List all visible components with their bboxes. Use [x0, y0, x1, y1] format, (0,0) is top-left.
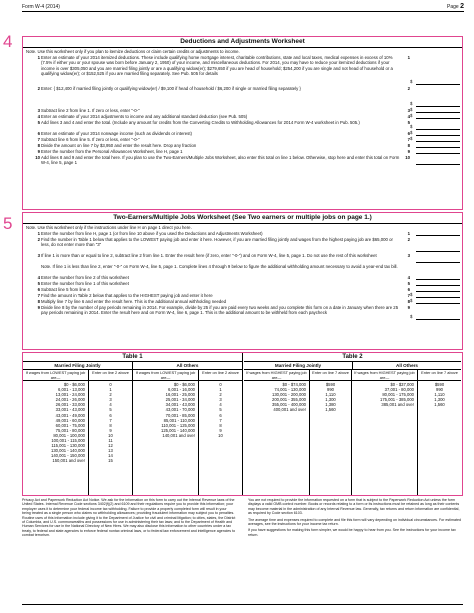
line-number: 3 [37, 253, 40, 259]
amount-field[interactable] [410, 106, 460, 113]
line-ref: 5 [407, 120, 410, 126]
table-2 [244, 353, 461, 495]
two-rows-line-2 [23, 237, 462, 253]
amount-field[interactable] [416, 281, 460, 286]
two-rows-line-note [23, 264, 462, 275]
dollar-sign: $ [410, 112, 413, 118]
table-1-title: Table 1 [23, 353, 242, 362]
privacy-act-notice: Privacy Act and Paperwork Reduction Act Notice. We ask for the information on this form to carry out the Internal Revenue laws of the United States. Internal Revenue Code sections 3402(f)(2) and 6109 and their regulations require you to provide this information; your employer uses it to determine your federal income tax withholding. Failure to provide a properly completed form will result in your being treated as a single person who claims no withholding allowances; providing fraudulent information may subject you to penalties. Routine uses of this information include giving it to the Department of Justice for civil and criminal litigation; to cities, states, the District of Columbia, and U.S. commonwealths and possessions for use in administering their tax laws; and to the Department of Health and Human Services for use in the National Directory of New Hires. We may also disclose this information to other countries under a tax treaty, to federal and state agencies to enforce federal nontax criminal laws, or to federal law enforcement and intelligence agencies to combat terrorism. [22, 498, 236, 537]
t2-mfj-enter-header: Enter on line 7 above [310, 370, 351, 381]
line-number: 10 [35, 155, 40, 161]
line-number: 5 [37, 120, 40, 126]
t1-mfj-wage-header: If wages from LOWEST paying job are— [23, 370, 88, 381]
t1-mfj-values: 0 1 2 3 4 5 6 7 8 9 10 11 12 13 14 15 [108, 382, 113, 464]
line-text: Add lines 8 and 9 and enter the total here. If you plan to use the Two-Earners/Multiple Jobs Worksheet, also enter this total on line 1 below. Otherwise, stop here and enter this total on Form W-4, line 5, page 1 [41, 155, 400, 166]
line-number: 8 [37, 299, 40, 305]
line-text: Enter an estimate of your 2014 itemized deductions. These include qualifying home mortgage interest, charitable contributions, state and local taxes, medical expenses in excess of 10% (7.5% if either you or your spouse was born before January 2, 1950) of your income, and miscellaneous deductions. For 2014, you may have to reduce your itemized deductions if your income is over $305,050 and you are married filing jointly or are a qualifying widow(er); $279,650 if you are head of household; $254,200 if you are single and not head of household or a qualifying widow(er); or $152,525 if you are married filing separately. See Pub. 505 for details [41, 55, 393, 76]
line-number: 6 [37, 287, 40, 293]
line-number: 6 [37, 131, 40, 137]
line-ref: 8 [407, 143, 410, 149]
two-earners-title: Two-Earners/Multiple Jobs Worksheet (See Two earners or multiple jobs on page 1.) [23, 213, 462, 224]
form-header [22, 3, 464, 12]
deductions-title: Deductions and Adjustments Worksheet [23, 37, 462, 48]
t2-mfj-wages: $0 - $74,000 74,001 - 130,000 130,001 - 200,000 200,001 - 355,000 355,001 - 400,000 400,001 and over [272, 382, 306, 413]
amount-field[interactable] [416, 275, 460, 280]
section-number-5: 5 [3, 214, 13, 233]
dollar-sign: $ [410, 106, 413, 112]
line-ref: 1 [407, 231, 410, 237]
amount-field[interactable] [410, 100, 460, 107]
line-number: 7 [37, 137, 40, 143]
line-number: 2 [37, 237, 40, 243]
line-text: Subtract line 2 from line 1. If zero or less, enter "-0-" [41, 108, 140, 114]
paperwork-para-2: The average time and expenses required to complete and file this form will vary depending on individual circumstances. For estimated averages, see the instructions for your income tax return. [248, 517, 461, 526]
line-number: 9 [37, 149, 40, 155]
amount-field[interactable] [416, 247, 460, 252]
dollar-sign: $ [410, 100, 413, 106]
line-ref: 10 [405, 155, 410, 161]
line-ref: 7 [407, 137, 410, 143]
line-ref: 2 [407, 237, 410, 243]
two-earners-note: Note. Use this worksheet only if the instructions under line H on page 1 direct you here. [26, 224, 192, 230]
line-ref: 6 [407, 131, 410, 137]
amount-field[interactable] [410, 78, 460, 85]
two-rows-line-9 [23, 305, 462, 321]
amount-field[interactable] [416, 143, 460, 148]
line-text: Enter an estimate of your 2014 nonwage income (such as dividends or interest) [41, 131, 192, 137]
line-text: Enter the number from line 2 of this worksheet [41, 275, 129, 281]
table-2-mfj-title: Married Filing Jointly [244, 362, 353, 369]
line-number: 5 [37, 281, 40, 287]
line-ref: 7 [407, 293, 410, 299]
dollar-sign: $ [410, 123, 413, 129]
line-text: Enter: { $12,400 if married filing jointly or qualifying widow(er) / $9,100 if head of household / $6,200 if single or married filing separately } [41, 86, 301, 92]
bottom-rule [22, 604, 463, 605]
line-number: 4 [37, 114, 40, 120]
t1-oth-values: 0 1 2 3 4 5 6 7 8 9 10 [218, 382, 223, 438]
t2-oth-wages: $0 - $37,000 37,001 - 80,000 80,001 - 175,000 175,001 - 385,000 385,001 and over [380, 382, 414, 408]
line-ref: 9 [407, 149, 410, 155]
line-number: 1 [37, 231, 40, 237]
t1-oth-wage-header: If wages from LOWEST paying job are— [133, 370, 198, 381]
deductions-worksheet [22, 36, 463, 210]
line-text: Note. If line 1 is less than line 2, enter "-0-" on Form W-4, line 5, page 1. Complete lines 4 through 9 below to figure the additional withholding amount necessary to avoid a year-end tax bill. [41, 264, 398, 270]
line-ref: 2 [407, 86, 410, 92]
ded-rows-line-10 [23, 155, 462, 166]
line-text: If line 1 is more than or equal to line 2, subtract line 2 from line 1. Enter the result here (if zero, enter "-0-") and on Form W-4, line 5, page 1. Do not use the rest of this worksheet [41, 253, 377, 259]
line-text: Find the amount in Table 2 below that applies to the HIGHEST paying job and enter it here [41, 293, 213, 299]
dollar-sign: $ [410, 129, 413, 135]
t1-mfj-wages: $0 - $6,000 6,001 - 13,000 13,001 - 24,000 24,001 - 26,000 26,001 - 33,000 33,001 - 43,000 43,001 - 49,000 49,001 - 60,000 60,001 - 75,000 75,001 - 80,000 80,001 - 100,000 100,001 - 115,000 115,001 - 130,000 130,001 - 140,000 140,001 - 150,000 150,001 and over [51, 382, 85, 464]
table-1-others-title: All Others [176, 363, 199, 368]
line-text: Enter the number from the Personal Allowances Worksheet, line H, page 1 [41, 149, 183, 155]
t2-mfj-values: $590 990 1,110 1,300 1,380 1,560 [325, 382, 336, 413]
line-number: 2 [37, 86, 40, 92]
line-number: 3 [37, 108, 40, 114]
amount-field[interactable] [410, 129, 460, 136]
line-number: 9 [37, 305, 40, 311]
amount-field[interactable] [416, 160, 460, 165]
line-ref: 6 [407, 287, 410, 293]
line-ref: 4 [407, 114, 410, 120]
dollar-sign: $ [410, 78, 413, 84]
t2-mfj-wage-header: If wages from HIGHEST paying job are— [244, 370, 309, 381]
amount-field[interactable] [416, 149, 460, 154]
two-earners-worksheet [22, 212, 463, 350]
two-rows-line-3 [23, 253, 462, 264]
table-2-title: Table 2 [244, 353, 461, 362]
amount-field[interactable] [416, 231, 460, 236]
dollar-sign: $ [410, 313, 413, 319]
amount-field[interactable] [410, 291, 460, 298]
amount-field[interactable] [410, 112, 460, 119]
dollar-sign: $ [410, 297, 413, 303]
form-id: Form W-4 (2014) [22, 4, 60, 10]
dollar-sign: $ [410, 291, 413, 297]
line-ref: 8 [407, 299, 410, 305]
page-number: Page 2 [447, 3, 464, 10]
ded-rows-line-2 [23, 86, 462, 108]
paperwork-para-3: If you have suggestions for making this form simpler, we would be happy to hear from you. See the instructions for your income tax return. [248, 528, 456, 537]
table-1 [23, 353, 243, 495]
t1-mfj-enter-header: Enter on line 2 above [89, 370, 132, 381]
t2-oth-enter-header: Enter on line 7 above [418, 370, 461, 381]
line-ref: 3 [407, 253, 410, 259]
paperwork-para-1: You are not required to provide the information requested on a form that is subject to the Paperwork Reduction Act unless the form displays a valid OMB control number. Books or records relating to a form or its instructions must be retained as long as their contents may become material in the administration of any Internal Revenue law. Generally, tax returns and return information are confidential, as required by Code section 6103. [248, 498, 460, 516]
line-text: Enter the number from line H, page 1 (or from line 10 above if you used the Deductions and Adjustments Worksheet) [41, 231, 263, 237]
line-text: Find the number in Table 1 below that applies to the LOWEST paying job and enter it here. However, if you are married filing jointly and wages from the highest paying job are $65,000 or less, do not enter more than "3" [41, 237, 393, 248]
amount-field[interactable] [410, 135, 460, 142]
line-text: Multiply line 7 by line 6 and enter the result here. This is the additional annual withholding needed [41, 299, 227, 305]
deductions-note: Note. Use this worksheet only if you plan to itemize deductions or claim certain credits or adjustments to income. [26, 48, 240, 54]
line-text: Enter the number from line 1 of this worksheet [41, 281, 129, 287]
line-number: 7 [37, 293, 40, 299]
t1-oth-enter-header: Enter on line 2 above [199, 370, 242, 381]
amount-field[interactable] [410, 313, 460, 320]
line-ref: 3 [407, 108, 410, 114]
dollar-sign: $ [410, 135, 413, 141]
line-ref: 9 [407, 305, 410, 311]
amount-field[interactable] [410, 123, 460, 130]
section-number-4: 4 [3, 32, 13, 51]
line-number: 8 [37, 143, 40, 149]
amount-field[interactable] [416, 287, 460, 292]
line-text: Subtract line 5 from line 4 [41, 287, 90, 293]
line-text: Divide the amount on line 7 by $3,950 and enter the result here. Drop any fraction [41, 143, 197, 149]
line-ref: 4 [407, 275, 410, 281]
table-2-others-title: All Others [396, 363, 418, 368]
t2-oth-wage-header: If wages from HIGHEST paying job are— [352, 370, 417, 381]
line-text: Enter an estimate of your 2014 adjustments to income and any additional standard deduction (see Pub. 505) [41, 114, 248, 120]
line-number: 4 [37, 275, 40, 281]
ded-rows-line-1 [23, 55, 462, 86]
amount-field[interactable] [410, 297, 460, 304]
line-number: 1 [37, 55, 40, 61]
amount-field[interactable] [416, 258, 460, 263]
t1-oth-wages: $0 - $6,000 6,001 - 16,000 16,001 - 25,000 25,001 - 34,000 34,001 - 43,000 43,001 - 70,000 70,001 - 85,000 85,001 - 110,000 110,001 - 125,000 125,001 - 140,000 140,001 and over [161, 382, 195, 438]
line-ref: 1 [407, 55, 410, 61]
t2-oth-values: $590 990 1,110 1,300 1,560 [434, 382, 445, 408]
line-text: Add lines 3 and 4 and enter the total. (Include any amount for credits from the Converting Credits to Withholding Allowances for 2014 Form W-4 worksheet in Pub. 505.) [41, 120, 360, 126]
line-text: Divide line 8 by the number of pay periods remaining in 2014. For example, divide by 25 if you are paid every two weeks and you complete this form on a date in January when there are 25 pay periods remaining in 2014. Enter the result here and on Form W-4, line 6, page 1. This is the additional amount to be withheld from each paycheck [41, 305, 399, 316]
paperwork-notice [248, 498, 463, 537]
line-ref: 5 [407, 281, 410, 287]
ded-rows-line-5 [23, 120, 462, 131]
line-text: Subtract line 6 from line 5. If zero or less, enter "-0-" [41, 137, 140, 143]
table-1-mfj-title: Married Filing Jointly [23, 362, 133, 369]
withholding-tables [22, 352, 463, 496]
